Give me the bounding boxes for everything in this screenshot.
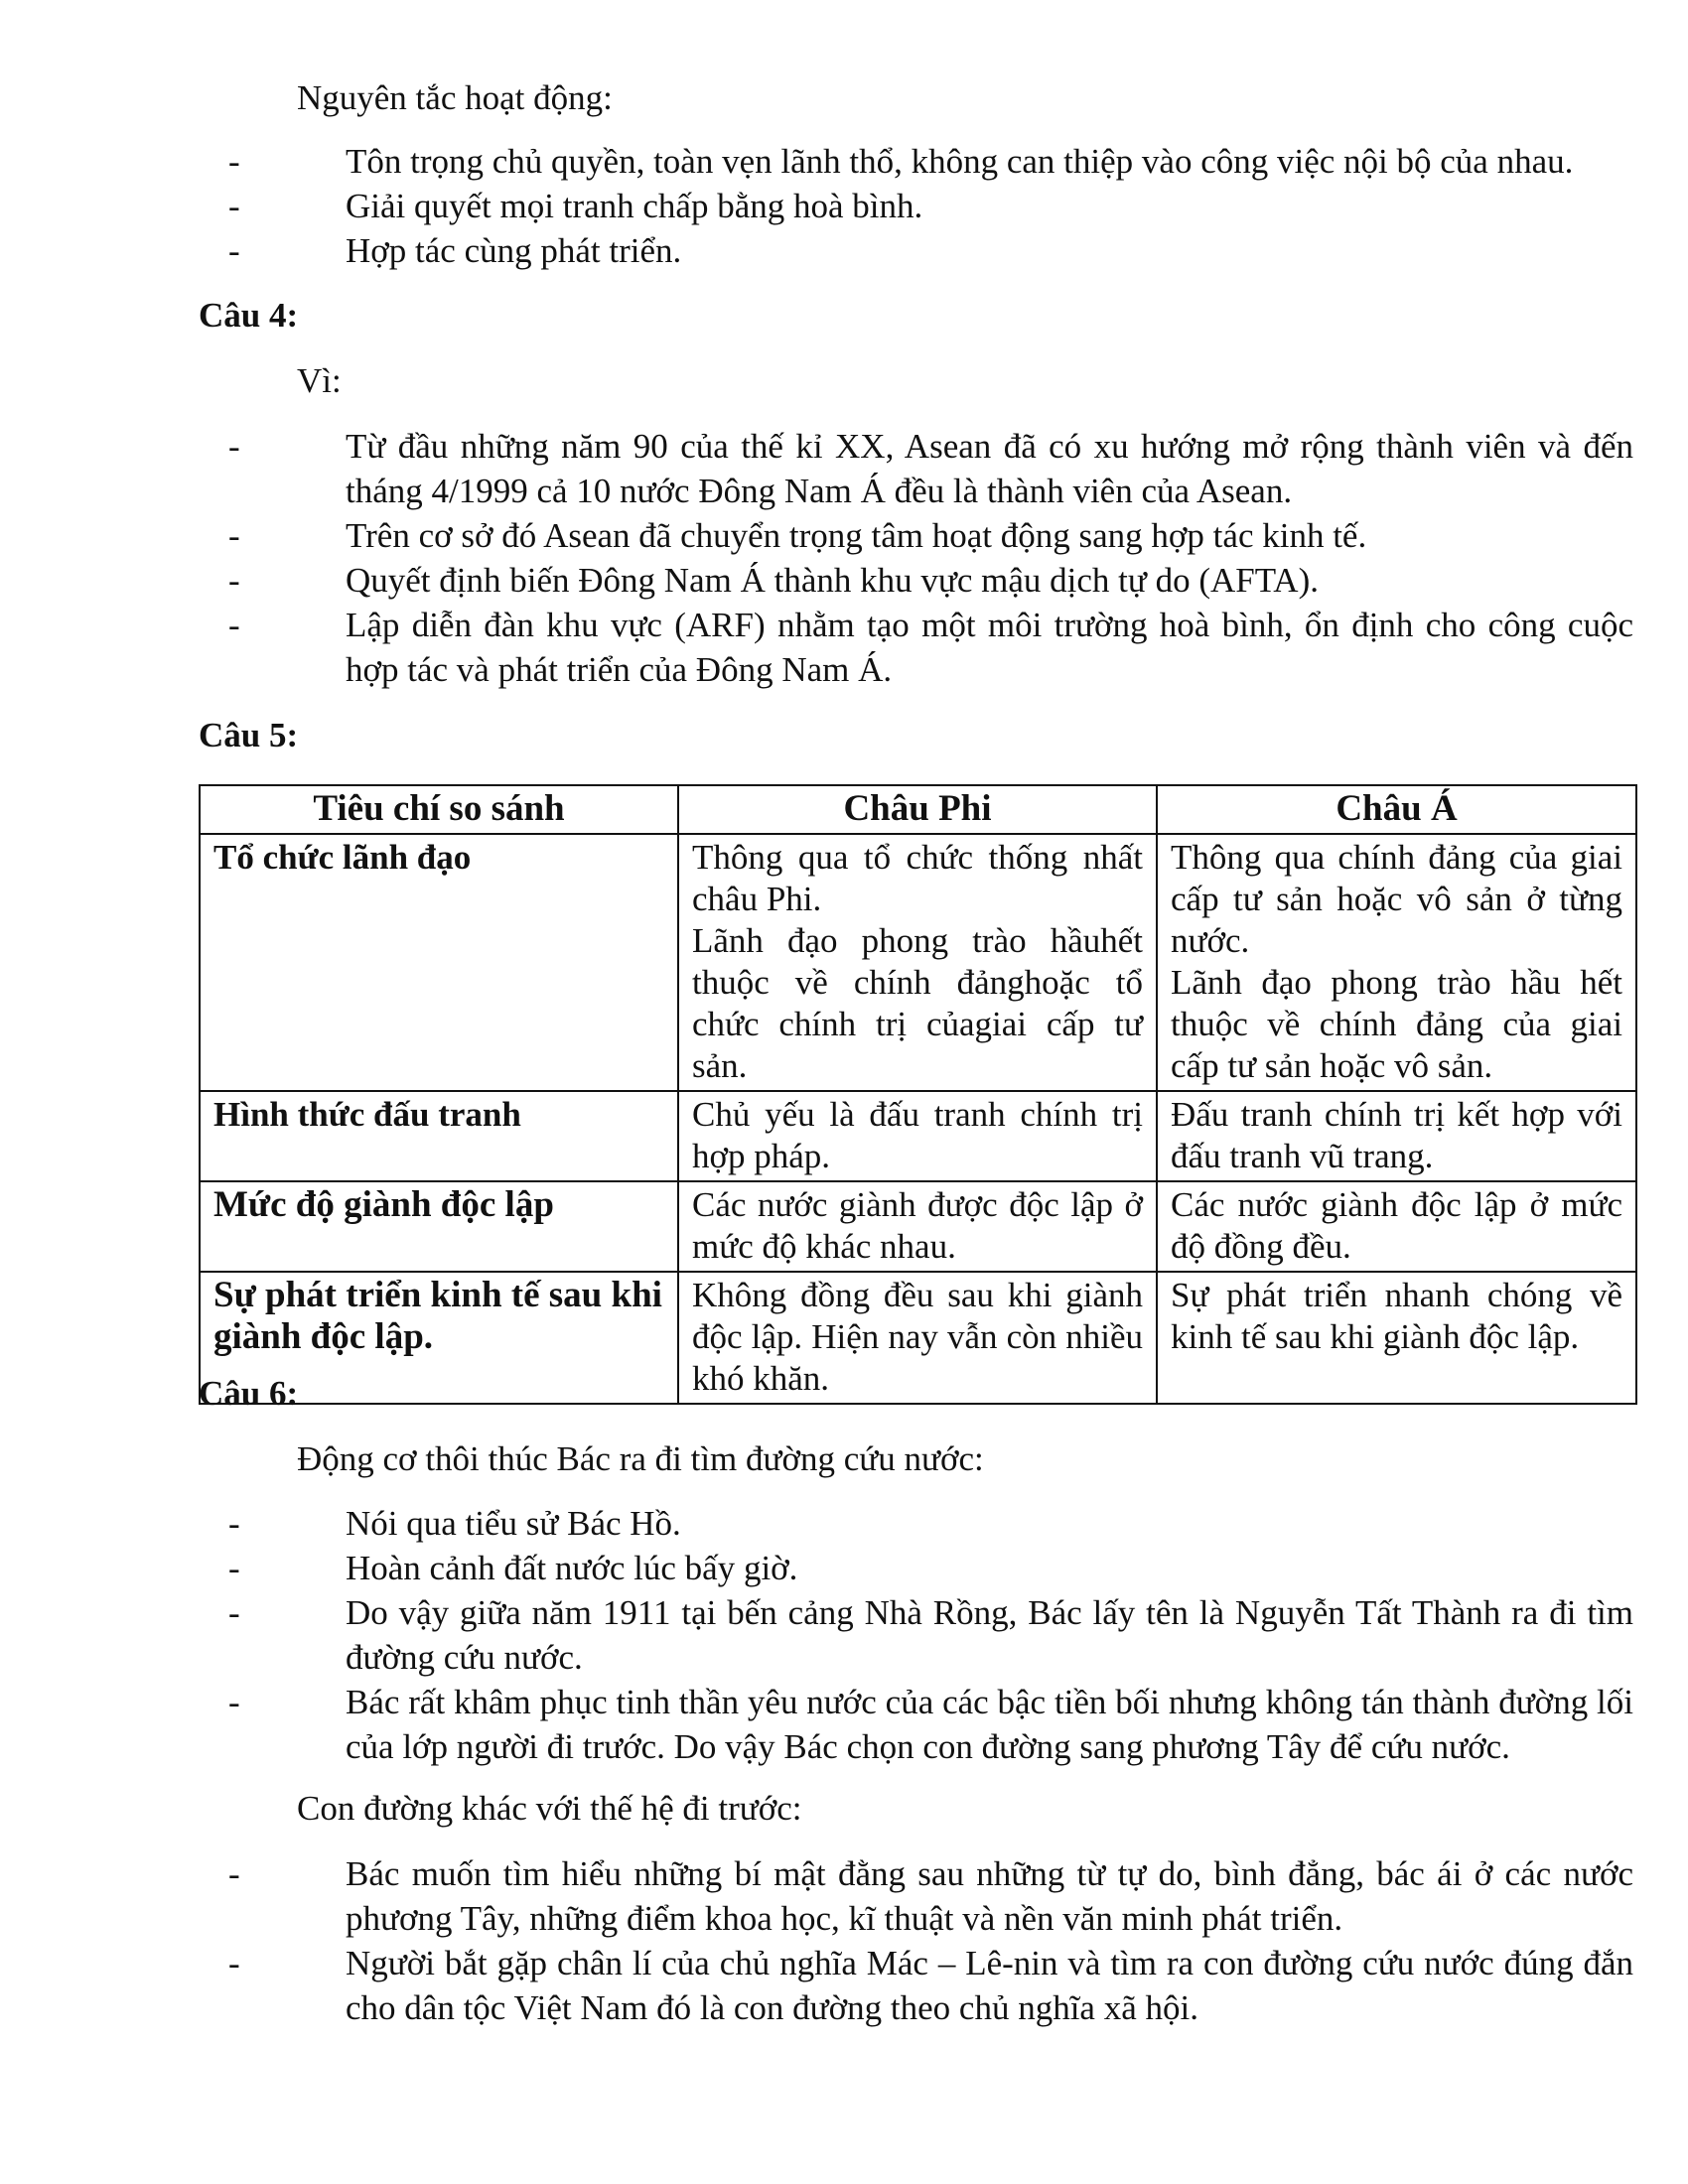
list-item: - Quyết định biến Đông Nam Á thành khu vực mậu dịch tự do (AFTA). [228,558,1633,603]
criterion-cell: Sự phát triển kinh tế sau khi giành độc lập. [200,1272,678,1404]
s6-bullet-list-1 [228,1501,1633,1769]
list-item: - Bác muốn tìm hiểu những bí mật đằng sau những từ tự do, bình đẳng, bác ái ở các nước phương Tây, những điểm khoa học, kĩ thuật và nền văn minh phát triển. [228,1851,1633,1941]
list-item: - Tôn trọng chủ quyền, toàn vẹn lãnh thổ, không can thiệp vào công việc nội bộ của nhau. [228,139,1633,184]
cell-paragraph: Thông qua chính đảng của giai cấp tư sản hoặc vô sản ở từng nước. Lãnh đạo phong trào hầu hết thuộc về chính đảng của giai cấp tư sản hoặc vô sản. [1171,838,1622,1085]
criterion-cell: Tổ chức lãnh đạo [200,834,678,1091]
dash-marker: - [228,516,240,555]
list-item: - Nói qua tiểu sử Bác Hồ. [228,1501,1633,1546]
heading-cau-5: Câu 5: [199,716,299,754]
table-row [200,1181,1636,1272]
s6-bullet-list-2 [228,1851,1633,2030]
asia-cell: Đấu tranh chính trị kết hợp với đấu tranh vũ trang. [1157,1091,1636,1181]
dash-marker: - [228,231,240,270]
heading-cau-6: Câu 6: [199,1374,299,1413]
column-header: Châu Phi [678,785,1157,834]
dash-marker: - [228,561,240,600]
africa-cell: Không đồng đều sau khi giành độc lập. Hiện nay vẫn còn nhiều khó khăn. [678,1272,1157,1404]
dash-marker: - [228,1944,240,1982]
s6-intro-2: Con đường khác với thế hệ đi trước: [297,1789,802,1828]
dash-marker: - [228,187,240,225]
africa-cell: Chủ yếu là đấu tranh chính trị hợp pháp. [678,1091,1157,1181]
s3-intro: Nguyên tắc hoạt động: [297,78,613,117]
table-row [200,1091,1636,1181]
table-row [200,1272,1636,1404]
africa-cell [678,834,1157,1091]
africa-cell: Các nước giành được độc lập ở mức độ khác nhau. [678,1181,1157,1272]
dash-marker: - [228,1854,240,1893]
column-header: Châu Á [1157,785,1636,834]
list-item: - Người bắt gặp chân lí của chủ nghĩa Mác – Lê-nin và tìm ra con đường cứu nước đúng đắn cho dân tộc Việt Nam đó là con đường theo chủ nghĩa xã hội. [228,1941,1633,2030]
heading-cau-4: Câu 4: [199,296,299,335]
list-item: - Từ đầu những năm 90 của thế kỉ XX, Asean đã có xu hướng mở rộng thành viên và đến tháng 4/1999 cả 10 nước Đông Nam Á đều là thành viên của Asean. [228,424,1633,513]
dash-marker: - [228,1593,240,1632]
dash-marker: - [228,1549,240,1587]
comparison-table [199,784,1637,1405]
list-item: - Hoàn cảnh đất nước lúc bấy giờ. [228,1546,1633,1590]
cell-paragraph: Thông qua tổ chức thống nhất châu Phi. Lãnh đạo phong trào hầuhết thuộc về chính đảnghoặc tổ chức chính trị củagiai cấp tư sản. [692,838,1143,1085]
table-header-row [200,785,1636,834]
list-item: - Hợp tác cùng phát triển. [228,228,1633,273]
table-row [200,834,1636,1091]
list-item: - Giải quyết mọi tranh chấp bằng hoà bình. [228,184,1633,228]
list-item: - Do vậy giữa năm 1911 tại bến cảng Nhà Rồng, Bác lấy tên là Nguyễn Tất Thành ra đi tìm đường cứu nước. [228,1590,1633,1680]
s4-bullet-list [228,424,1633,692]
asia-cell: Sự phát triển nhanh chóng về kinh tế sau khi giành độc lập. [1157,1272,1636,1404]
dash-marker: - [228,1504,240,1543]
dash-marker: - [228,142,240,181]
s6-intro-1: Động cơ thôi thúc Bác ra đi tìm đường cứu nước: [297,1439,984,1478]
dash-marker: - [228,427,240,466]
dash-marker: - [228,1683,240,1721]
list-item: - Bác rất khâm phục tinh thần yêu nước của các bậc tiền bối nhưng không tán thành đường lối của lớp người đi trước. Do vậy Bác chọn con đường sang phương Tây để cứu nước. [228,1680,1633,1769]
asia-cell [1157,834,1636,1091]
criterion-cell: Mức độ giành độc lập [200,1181,678,1272]
s4-intro: Vì: [297,361,342,400]
s3-bullet-list [228,139,1633,273]
list-item: - Lập diễn đàn khu vực (ARF) nhằm tạo một môi trường hoà bình, ổn định cho công cuộc hợp tác và phát triển của Đông Nam Á. [228,603,1633,692]
column-header: Tiêu chí so sánh [200,785,678,834]
criterion-cell: Hình thức đấu tranh [200,1091,678,1181]
list-item: - Trên cơ sở đó Asean đã chuyển trọng tâm hoạt động sang hợp tác kinh tế. [228,513,1633,558]
dash-marker: - [228,606,240,644]
asia-cell: Các nước giành độc lập ở mức độ đồng đều. [1157,1181,1636,1272]
